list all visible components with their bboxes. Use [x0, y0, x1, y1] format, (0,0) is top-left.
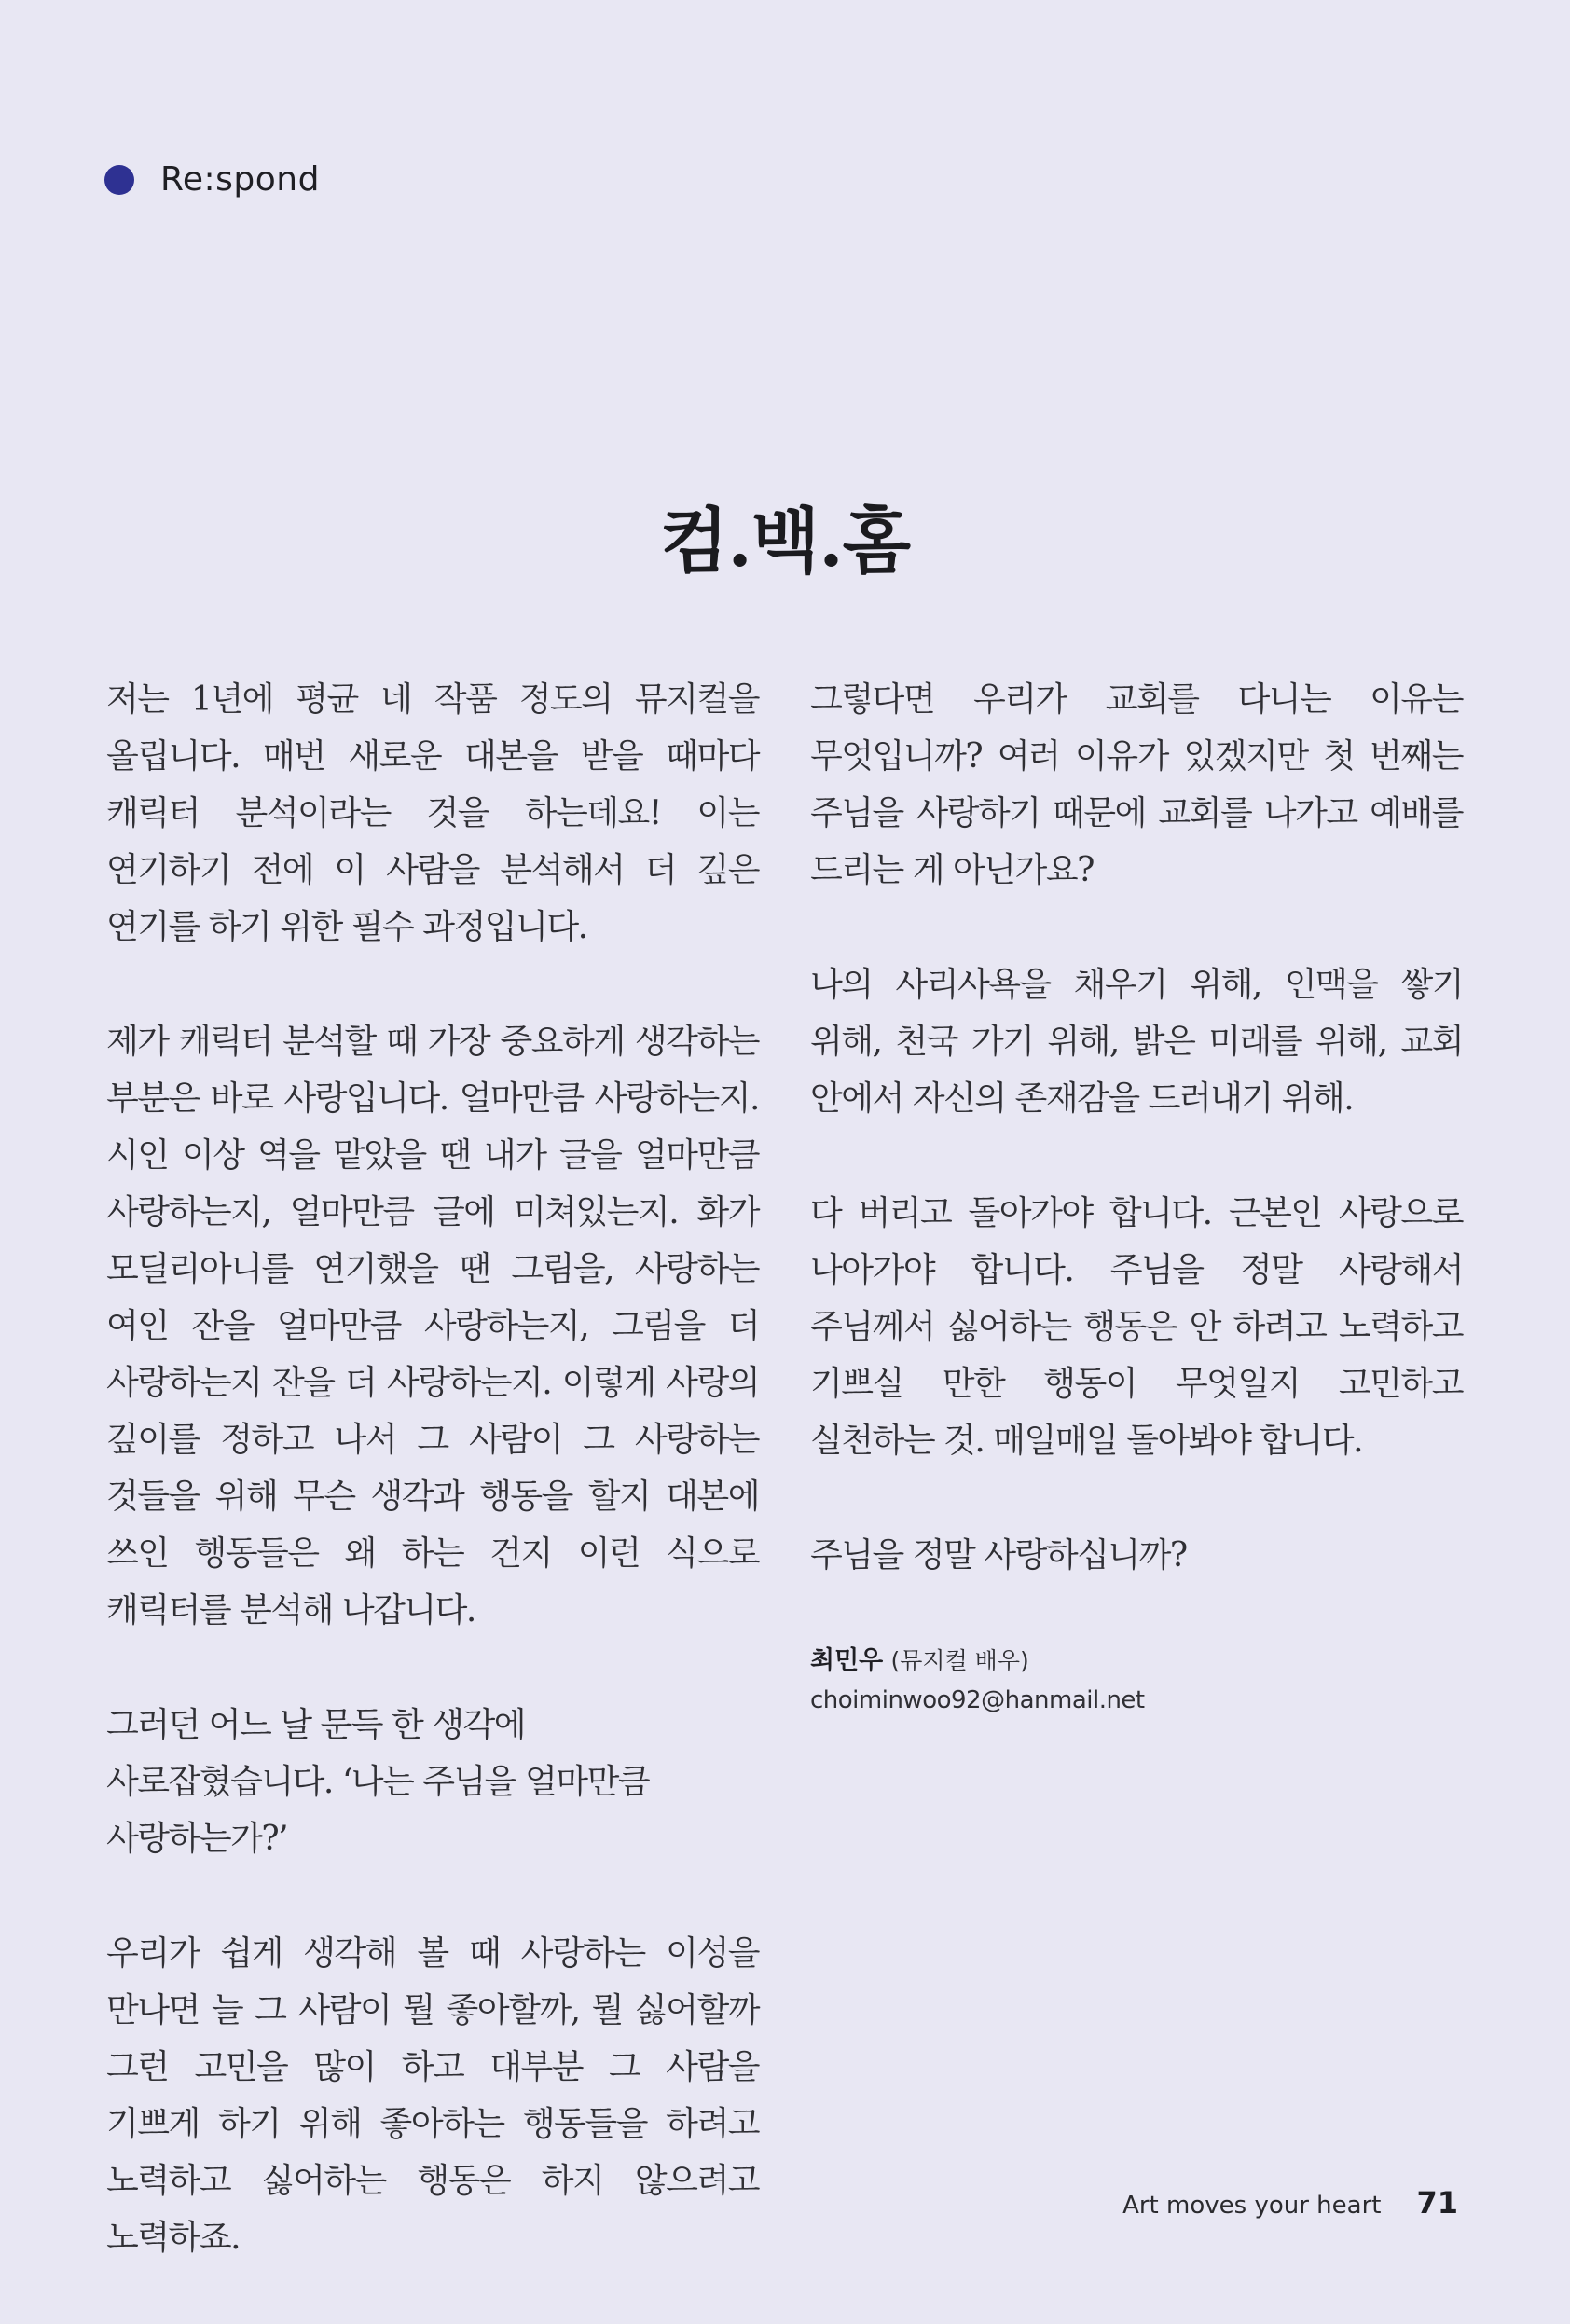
left-column: [106, 671, 759, 2324]
author-name: 최민우: [810, 1646, 884, 1675]
page-footer: [1122, 2185, 1458, 2221]
author-block: [810, 1642, 1463, 1720]
paragraph: 제가 캐릭터 분석할 때 가장 중요하게 생각하는 부분은 바로 사랑입니다. 얼마만큼 사랑하는지. 시인 이상 역을 맡았을 땐 내가 글을 얼마만큼 사랑하는지, 얼마만큼 글에 미쳐있는지. 화가 모딜리아니를 연기했을 땐 그림을, 사랑하는 여인 잔을 얼마만큼 사랑하는지, 그림을 더 사랑하는지 잔을 더 사랑하는지. 이렇게 사랑의 깊이를 정하고 나서 그 사람이 그 사랑하는 것들을 위해 무슨 생각과 행동을 할지 대본에 쓰인 행동들은 왜 하는 건지 이런 식으로 캐릭터를 분석해 나갑니다.: [106, 1023, 759, 1630]
paragraph: 다 버리고 돌아가야 합니다. 근본인 사랑으로 나아가야 합니다. 주님을 정말 사랑해서 주님께서 싫어하는 행동은 안 하려고 노력하고 기쁘실 만한 행동이 무엇일지 고민하고 실천하는 것. 매일매일 돌아봐야 합니다.: [810, 1194, 1463, 1460]
paragraph: 우리가 쉽게 생각해 볼 때 사랑하는 이성을 만나면 늘 그 사람이 뭘 좋아할까, 뭘 싫어할까 그런 고민을 많이 하고 대부분 그 사람을 기쁘게 하기 위해 좋아하는 행동들을 하려고 노력하고 싫어하는 행동은 하지 않으려고 노력하죠.: [106, 1934, 759, 2257]
author-role: (뮤지컬 배우): [890, 1647, 1029, 1674]
footer-tagline: Art moves your heart: [1122, 2192, 1382, 2220]
paragraph: 나의 사리사욕을 채우기 위해, 인맥을 쌓기 위해, 천국 가기 위해, 밝은 미래를 위해, 교회 안에서 자신의 존재감을 드러내기 위해.: [810, 966, 1463, 1118]
paragraph: 그러던 어느 날 문득 한 생각에 사로잡혔습니다. ‘나는 주님을 얼마만큼 사랑하는가?’: [106, 1706, 650, 1858]
section-label: Re:spond: [160, 160, 320, 199]
section-dot-icon: [104, 165, 134, 195]
article-title: 컴.백.홈: [659, 500, 911, 583]
paragraph: 주님을 정말 사랑하십니까?: [810, 1536, 1187, 1575]
section-tag: [104, 160, 320, 199]
page-number: 71: [1416, 2185, 1458, 2221]
right-column: [810, 671, 1463, 1720]
paragraph: 저는 1년에 평균 네 작품 정도의 뮤지컬을 올립니다. 매번 새로운 대본을 받을 때마다 캐릭터 분석이라는 것을 하는데요! 이는 연기하기 전에 이 사람을 분석해서 더 깊은 연기를 하기 위한 필수 과정입니다.: [106, 681, 759, 946]
paragraph: 그렇다면 우리가 교회를 다니는 이유는 무엇입니까? 여러 이유가 있겠지만 첫 번째는 주님을 사랑하기 때문에 교회를 나가고 예배를 드리는 게 아닌가요?: [810, 681, 1463, 889]
author-email: choiminwoo92@hanmail.net: [810, 1686, 1145, 1714]
